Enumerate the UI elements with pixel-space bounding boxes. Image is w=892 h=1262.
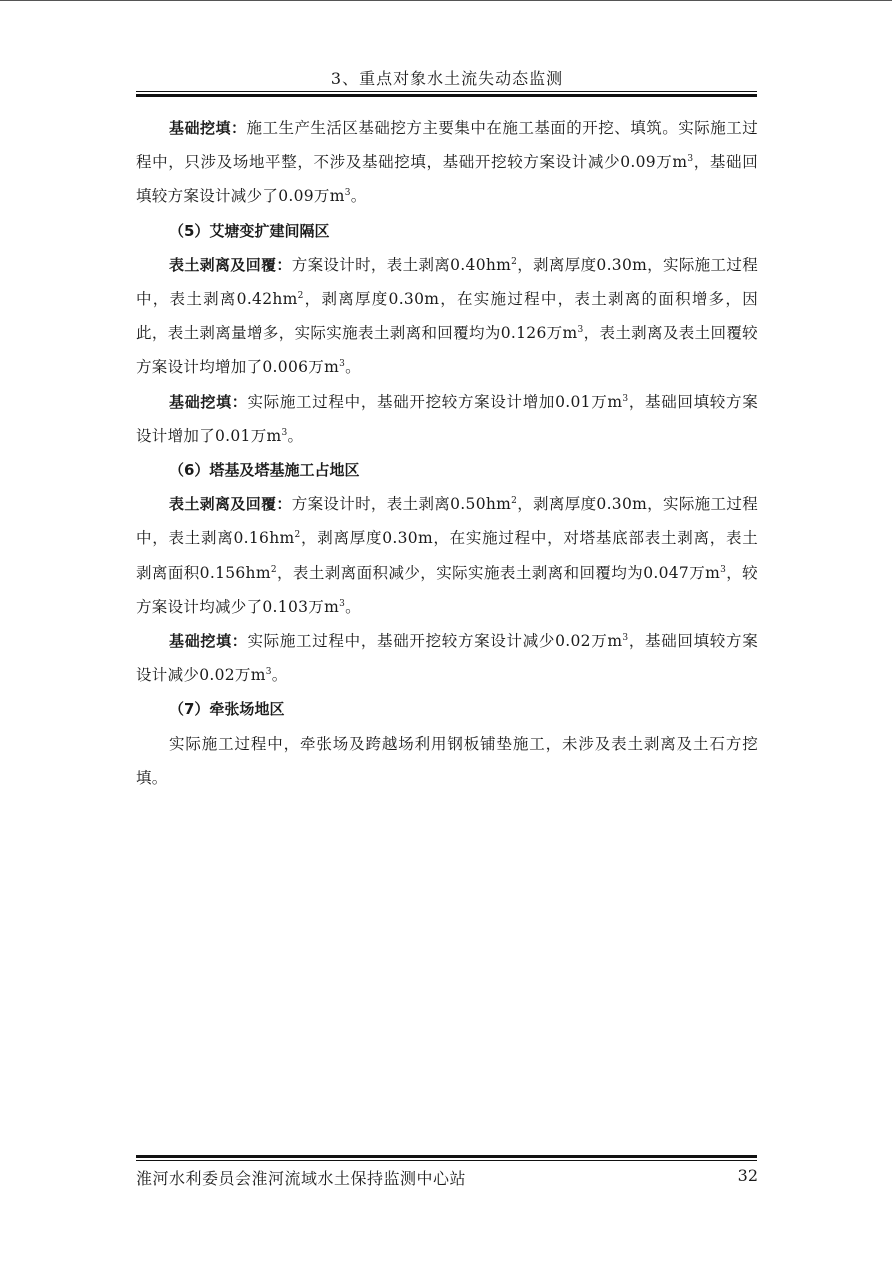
paragraph-text: 方案设计时，表土剥离0.40hm bbox=[291, 255, 512, 274]
unit-superscript: 3 bbox=[687, 154, 694, 165]
body-paragraph bbox=[136, 727, 758, 795]
paragraph-text: ，较方案设计均减少了0.103万m bbox=[136, 563, 758, 616]
body-paragraph bbox=[136, 385, 758, 453]
unit-superscript: 3 bbox=[344, 188, 351, 199]
footer-rule-thick bbox=[136, 1155, 757, 1158]
paragraph-text: ，剥离厚度0.30m，在实施过程中，表土剥离的面积增多，因此，表土剥离量增多，实际实施表土剥离和回覆均为0.126万m bbox=[136, 290, 758, 343]
header-rule-thin bbox=[136, 91, 757, 92]
paragraph-text: 。 bbox=[287, 426, 304, 445]
paragraph-lead-label: 基础挖填： bbox=[169, 632, 248, 651]
paragraph-text: ，基础回填较方案设计减少了0.09万m bbox=[136, 153, 758, 206]
unit-superscript: 3 bbox=[281, 427, 288, 438]
paragraph-text: ，剥离厚度0.30m，实际施工过程中，表土剥离0.16hm bbox=[136, 495, 759, 548]
paragraph-text: ，剥离厚度0.30m，在实施过程中，对塔基底部表土剥离，表土剥离面积0.156hm bbox=[136, 529, 759, 582]
body-paragraph bbox=[136, 111, 758, 214]
paragraph-text: 。 bbox=[345, 597, 361, 616]
paragraph-text: 实际施工过程中，基础开挖较方案设计减少0.02万m bbox=[247, 632, 623, 651]
unit-superscript: 2 bbox=[511, 496, 518, 507]
unit-superscript: 3 bbox=[720, 564, 727, 575]
unit-superscript: 3 bbox=[339, 598, 346, 609]
unit-superscript: 3 bbox=[339, 359, 346, 370]
unit-superscript: 3 bbox=[622, 393, 629, 404]
paragraph-lead-label: 基础挖填： bbox=[169, 392, 248, 411]
paragraph-text: 。 bbox=[345, 358, 361, 377]
unit-superscript: 2 bbox=[297, 290, 304, 301]
section-heading: （6）塔基及塔基施工占地区 bbox=[169, 461, 360, 480]
paragraph-text: ，剥离厚度0.30m，实际施工过程中，表土剥离0.42hm bbox=[136, 255, 759, 309]
footer-rule-thin bbox=[136, 1160, 757, 1161]
paragraph-lead-label: 基础挖填： bbox=[169, 119, 247, 137]
paragraph-text: ，基础回填较方案设计减少0.02万m bbox=[136, 632, 758, 685]
page-top-border bbox=[0, 0, 892, 1]
paragraph-lead-label: 表土剥离及回覆： bbox=[169, 255, 292, 274]
page-number: 32 bbox=[737, 1166, 758, 1185]
unit-superscript: 2 bbox=[270, 564, 277, 575]
section-heading: （7）牵张场地区 bbox=[169, 700, 285, 719]
unit-superscript: 2 bbox=[511, 256, 518, 267]
body-paragraph bbox=[136, 248, 758, 385]
body-paragraph bbox=[136, 624, 758, 692]
unit-superscript: 2 bbox=[294, 530, 301, 541]
paragraph-text: 。 bbox=[271, 666, 288, 685]
paragraph-text: 实际施工过程中，牵张场及跨越场利用钢板铺垫施工，未涉及表土剥离及土石方挖填。 bbox=[136, 734, 758, 787]
paragraph-text: ，表土剥离及表土回覆较方案设计均增加了0.006万m bbox=[136, 324, 758, 377]
footer-organization: 淮河水利委员会淮河流域水土保持监测中心站 bbox=[136, 1169, 467, 1188]
paragraph-text: ，基础回填较方案设计增加了0.01万m bbox=[136, 392, 758, 445]
paragraph-text: 方案设计时，表土剥离0.50hm bbox=[291, 495, 512, 514]
paragraph-text: 。 bbox=[350, 187, 367, 206]
unit-superscript: 3 bbox=[265, 667, 272, 678]
unit-superscript: 3 bbox=[577, 325, 584, 336]
paragraph-text: 实际施工过程中，基础开挖较方案设计增加0.01万m bbox=[247, 392, 623, 411]
paragraph-text: ，表土剥离面积减少，实际实施表土剥离和回覆均为0.047万m bbox=[276, 563, 721, 582]
running-header-title: 3、重点对象水土流失动态监测 bbox=[330, 69, 564, 88]
body-paragraph bbox=[136, 487, 758, 624]
paragraph-text: 施工生产生活区基础挖方主要集中在施工基面的开挖、填筑。实际施工过程中，只涉及场地平整，不涉及基础挖填，基础开挖较方案设计减少0.09万m bbox=[136, 119, 758, 172]
document-body bbox=[136, 111, 758, 795]
section-heading: （5）艾塘变扩建间隔区 bbox=[169, 221, 330, 240]
paragraph-lead-label: 表土剥离及回覆： bbox=[169, 495, 292, 514]
unit-superscript: 3 bbox=[622, 632, 629, 643]
header-rule-thick bbox=[136, 94, 757, 97]
